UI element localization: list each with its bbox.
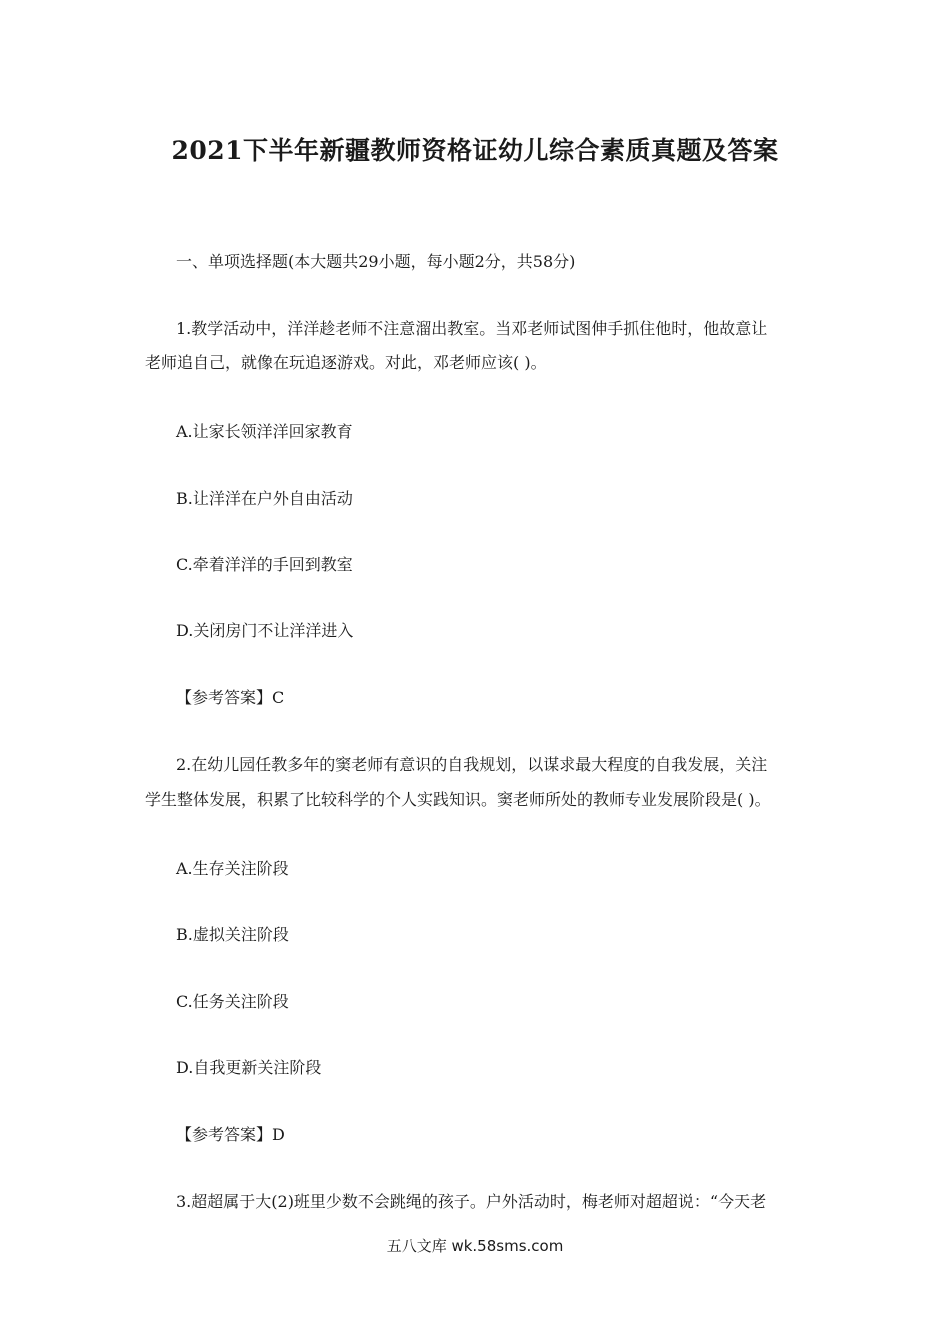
question-1-option-d: D.关闭房门不让洋洋进入 bbox=[176, 621, 354, 640]
question-2-option-d: D.自我更新关注阶段 bbox=[176, 1058, 322, 1077]
question-2-option-a: A.生存关注阶段 bbox=[176, 859, 289, 878]
document-title: 2021下半年新疆教师资格证幼儿综合素质真题及答案 bbox=[171, 136, 779, 165]
question-1-option-b: B.让洋洋在户外自由活动 bbox=[176, 489, 353, 508]
question-1-answer: 【参考答案】C bbox=[176, 688, 285, 707]
question-2-stem-line-1: 2.在幼儿园任教多年的窦老师有意识的自我规划，以谋求最大程度的自我发展，关注 bbox=[176, 755, 768, 774]
question-1-option-a: A.让家长领洋洋回家教育 bbox=[176, 422, 353, 441]
question-2-answer: 【参考答案】D bbox=[176, 1125, 285, 1144]
question-1-option-c: C.牵着洋洋的手回到教室 bbox=[176, 555, 353, 574]
question-2-option-c: C.任务关注阶段 bbox=[176, 992, 289, 1011]
question-3-stem-line-1: 3.超超属于大(2)班里少数不会跳绳的孩子。户外活动时，梅老师对超超说：“今天老 bbox=[176, 1192, 767, 1211]
section-heading: 一、单项选择题(本大题共29小题，每小题2分，共58分) bbox=[176, 252, 576, 271]
page-footer: 五八文库 wk.58sms.com bbox=[386, 1237, 564, 1255]
question-1-stem-line-1: 1.教学活动中，洋洋趁老师不注意溜出教室。当邓老师试图伸手抓住他时，他故意让 bbox=[176, 319, 768, 338]
question-2-stem-line-2: 学生整体发展，积累了比较科学的个人实践知识。窦老师所处的教师专业发展阶段是( )。 bbox=[145, 790, 771, 809]
question-1-stem-line-2: 老师追自己，就像在玩追逐游戏。对此，邓老师应该( )。 bbox=[145, 353, 547, 372]
question-2-option-b: B.虚拟关注阶段 bbox=[176, 925, 289, 944]
